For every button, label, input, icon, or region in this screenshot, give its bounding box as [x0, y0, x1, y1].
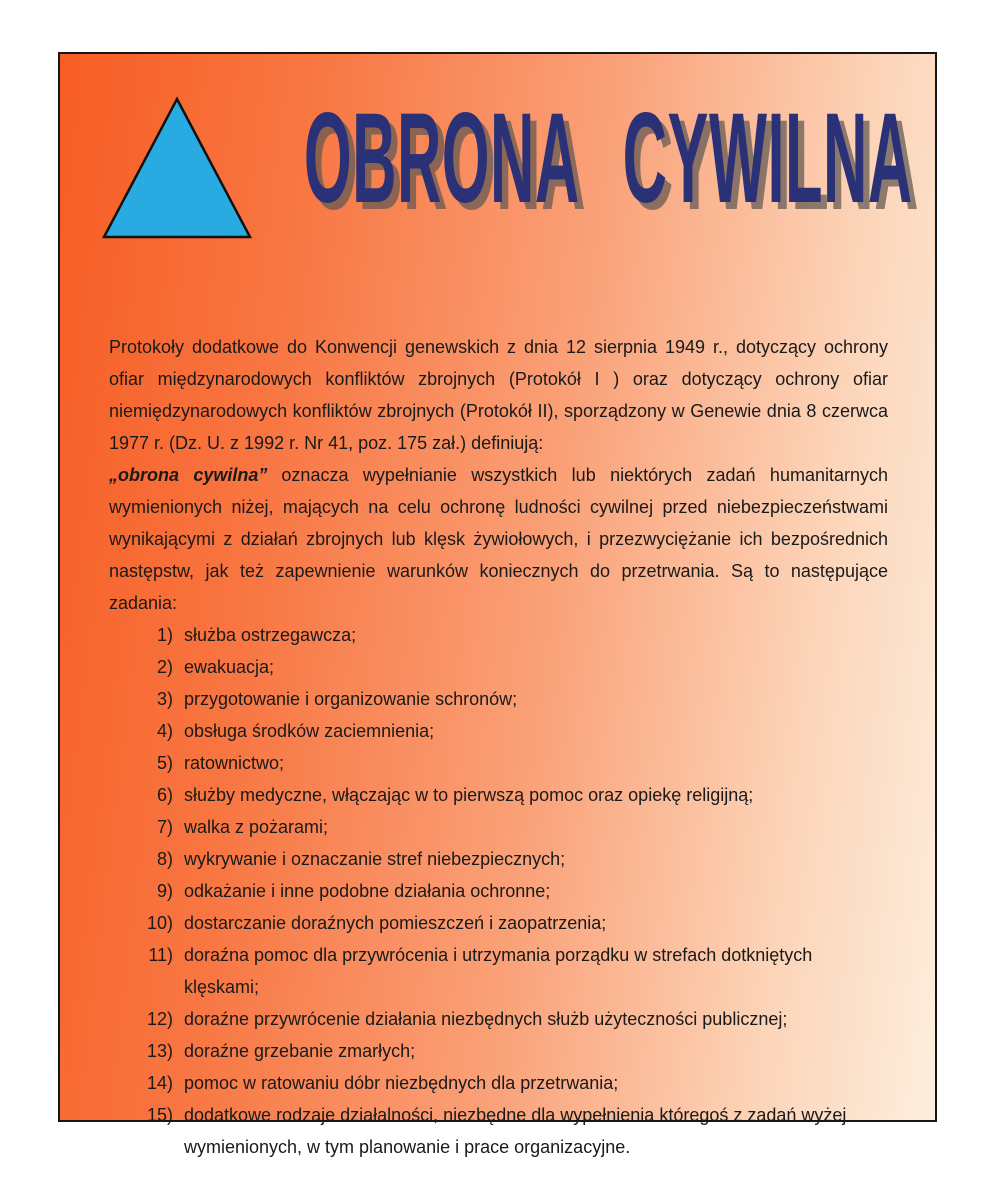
header	[60, 54, 935, 304]
task-text: pomoc w ratowaniu dóbr niezbędnych dla przetrwania;	[184, 1073, 619, 1093]
task-number: 11)	[148, 945, 173, 965]
gradient-board	[58, 52, 937, 1157]
task-number: 14)	[146, 1073, 173, 1093]
task-number: 9)	[156, 881, 173, 901]
task-text: ewakuacja;	[184, 657, 275, 677]
definition-paragraph	[109, 459, 888, 619]
task-item	[109, 907, 888, 939]
task-text: walka z pożarami;	[184, 817, 329, 837]
task-number: 1)	[156, 625, 173, 645]
task-text: dostarczanie doraźnych pomieszczeń i zaopatrzenia;	[184, 913, 607, 933]
task-item	[109, 1035, 888, 1067]
task-item	[109, 1003, 888, 1035]
task-number: 10)	[146, 913, 173, 933]
task-text: odkażanie i inne podobne działania ochronne;	[184, 881, 551, 901]
task-number: 4)	[156, 721, 173, 741]
definition-lead: „obrona cywilna”	[109, 465, 268, 485]
task-item	[109, 747, 888, 779]
task-item	[109, 811, 888, 843]
task-number: 12)	[146, 1009, 173, 1029]
task-item	[109, 843, 888, 875]
task-text: doraźne przywrócenie działania niezbędnych służb użyteczności publicznej;	[184, 1009, 788, 1029]
task-text: przygotowanie i organizowanie schronów;	[184, 689, 518, 709]
task-item	[109, 651, 888, 683]
task-number: 7)	[156, 817, 173, 837]
task-number: 8)	[156, 849, 173, 869]
task-number: 6)	[156, 785, 173, 805]
task-item	[109, 779, 888, 811]
task-number: 2)	[156, 657, 173, 677]
task-text: służby medyczne, włączając w to pierwszą pomoc oraz opiekę religijną;	[184, 785, 754, 805]
task-list	[109, 619, 888, 1163]
task-text: obsługa środków zaciemnienia;	[184, 721, 435, 741]
content	[109, 331, 888, 1163]
task-number: 3)	[156, 689, 173, 709]
task-text: doraźna pomoc dla przywrócenia i utrzymania porządku w strefach dotkniętych klęskami;	[184, 945, 813, 997]
task-number: 15)	[146, 1105, 173, 1125]
task-text: ratownictwo;	[184, 753, 285, 773]
title-wrap	[278, 87, 938, 242]
task-item	[109, 619, 888, 651]
definition-text: oznacza wypełnianie wszystkich lub niektórych zadań humanitarnych wymienionych niżej, mających na celu ochronę ludności cywilnej przed niebezpieczeństwami wynikającymi z działań zbrojnych lub klęsk żywiołowych, i przezwyciężanie ich bezpośrednich następstw, jak też zapewnienie warunków koniecznych do przetrwania. Są to następujące zadania:	[109, 465, 888, 613]
civil-defense-triangle-icon	[100, 95, 254, 241]
task-text: doraźne grzebanie zmarłych;	[184, 1041, 416, 1061]
task-item	[109, 715, 888, 747]
task-item	[109, 1067, 888, 1099]
task-number: 5)	[156, 753, 173, 773]
task-item	[109, 683, 888, 715]
task-text: wykrywanie i oznaczanie stref niebezpiecznych;	[184, 849, 566, 869]
task-number: 13)	[146, 1041, 173, 1061]
intro-paragraph: Protokoły dodatkowe do Konwencji genewskich z dnia 12 sierpnia 1949 r., dotyczący ochrony ofiar międzynarodowych konfliktów zbrojnych (Protokół I ) oraz dotyczący ochrony ofiar niemiędzynarodowych konfliktów zbrojnych (Protokół II), sporządzony w Genewie dnia 8 czerwca 1977 r. (Dz. U. z 1992 r. Nr 41, poz. 175 zał.) definiują:	[109, 337, 888, 453]
task-item	[109, 1099, 888, 1163]
task-text: służba ostrzegawcza;	[184, 625, 357, 645]
task-text: dodatkowe rodzaje działalności, niezbędne dla wypełnienia któregoś z zadań wyżej wymienionych, w tym planowanie i prace organizacyjne.	[184, 1105, 847, 1157]
page-title: OBRONA CYWILNA	[303, 87, 913, 230]
task-item	[109, 875, 888, 907]
task-item	[109, 939, 888, 1003]
